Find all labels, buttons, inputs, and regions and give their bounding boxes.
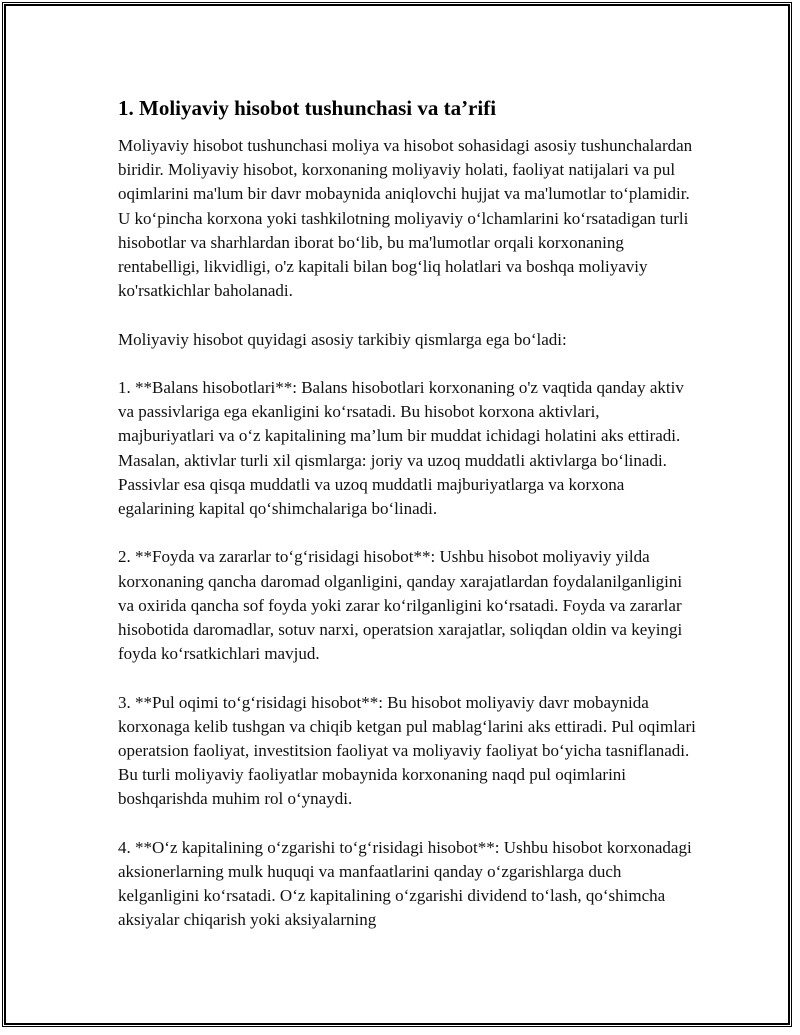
- income-statement-paragraph: 2. **Foyda va zararlar to‘g‘risidagi hisobot**: Ushbu hisobot moliyaviy yilda korxonaning qancha daromad olganligini, qanday xarajatlardan foydalanilganligini va oxirida qancha sof foyda yoki zarar ko‘rilganligini ko‘rsatadi. Foyda va zararlar hisobotida daromadlar, sotuv narxi, operatsion xarajatlar, soliqdan oldin va keyingi foyda ko‘rsatkichlari mavjud.: [118, 547, 683, 664]
- cash-flow-paragraph: 3. **Pul oqimi to‘g‘risidagi hisobot**: Bu hisobot moliyaviy davr mobaynida korxonaga kelib tushgan va chiqib ketgan pul mablag‘larini aks ettiradi. Pul oqimlari operatsion faoliyat, investitsion faoliyat va moliyaviy faoliyat bo‘yicha tasniflanadi. Bu turli moliyaviy faoliyatlar mobaynida korxonaning naqd pul oqimlarini boshqarishda muhim rol o‘ynaydi.: [118, 692, 696, 809]
- section-heading: 1. Moliyaviy hisobot tushunchasi va ta’rifi: [118, 96, 497, 120]
- balance-sheet-paragraph: 1. **Balans hisobotlari**: Balans hisobotlari korxonaning o'z vaqtida qanday aktiv va passivlariga ega ekanligini ko‘rsatadi. Bu hisobot korxona aktivlari, majburiyatlari va o‘z kapitalining ma’lum bir muddat ichidagi holatini aks ettiradi. Masalan, aktivlar turli xil qismlarga: joriy va uzoq muddatli aktivlarga bo‘linadi. Passivlar esa qisqa muddatli va uzoq muddatli majburiyatlarga va korxona egalarining kapital qo‘shimchalariga bo‘linadi.: [118, 378, 684, 519]
- components-intro-paragraph: Moliyaviy hisobot quyidagi asosiy tarkibiy qismlarga ega bo‘ladi:: [118, 329, 567, 349]
- equity-changes-paragraph: 4. **O‘z kapitalining o‘zgarishi to‘g‘risidagi hisobot**: Ushbu hisobot korxonadagi aksionerlarning mulk huquqi va manfaatlarini qanday o‘zgarishlarga duch kelganligini ko‘rsatadi. O‘z kapitalining o‘zgarishi dividend to‘lash, qo‘shimcha aksiyalar chiqarish yoki aksiyalarning: [118, 837, 692, 930]
- document-page: [118, 95, 698, 957]
- intro-paragraph: Moliyaviy hisobot tushunchasi moliya va hisobot sohasidagi asosiy tushunchalardan biridir. Moliyaviy hisobot, korxonaning moliyaviy holati, faoliyat natijalari va pul oqimlarini ma'lum bir davr mobaynida aniqlovchi hujjat va ma'lumotlar to‘plamidir. U ko‘pincha korxona yoki tashkilotning moliyaviy o‘lchamlarini ko‘rsatadigan turli hisobotlar va sharhlardan iborat bo‘lib, bu ma'lumotlar orqali korxonaning rentabelligi, likvidligi, o'z kapitali bilan bog‘liq holatlari va boshqa moliyaviy ko'rsatkichlar baholanadi.: [118, 136, 693, 301]
